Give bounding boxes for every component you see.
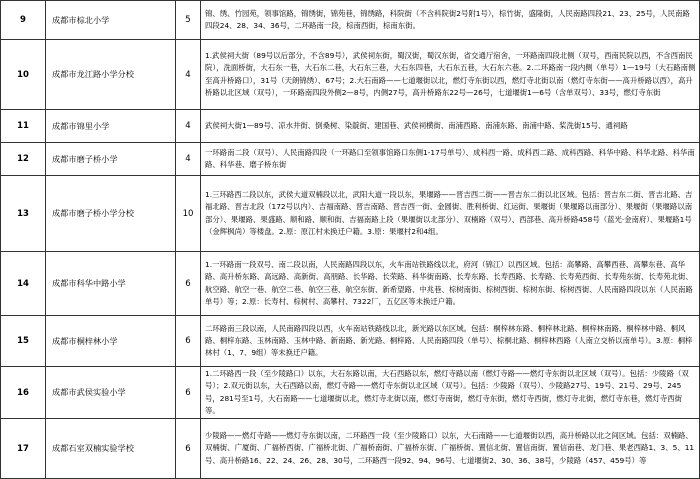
class-count: 10 [176,176,201,252]
class-count: 5 [176,1,201,40]
table-row [1,176,700,252]
table-row [1,419,700,479]
row-number: 16 [1,367,46,419]
class-count: 4 [176,110,201,143]
school-name: 成都市磨子桥小学 [46,143,176,176]
class-count: 4 [176,40,201,110]
school-name: 成都市磨子桥小学分校 [46,176,176,252]
school-name: 成都市科华中路小学 [46,252,176,316]
enrollment-area: 1.武侯祠大街（89号以后部分，不含89号），武侯祠东街，蜀汉街，蜀汉东街，省交通厅宿舍，一环路南四段北侧（双号，西南民院以西，不含西南民院），洗面桥街，大石东一巷，大石东二巷，大石东三巷，大石东四巷，大石东五巷，大石东六巷。2.二环路南一段内侧（单号）1—19号（大石路南侧至高升桥路口），31号（天朗锦绣）、67号；2.大石南路——七道堰街以北，燃灯寺东街以西，燃灯寺北街以南（燃灯寺东街——高升桥路以西），高升桥路以北区域（双号），一环路南四段外侧2—8号，内侧27号，高升桥路东22号—26号，七道堰街1—6号（含单双号）、33号，燃灯寺东街 [201,40,700,110]
class-count: 6 [176,252,201,316]
row-number: 12 [1,143,46,176]
row-number: 13 [1,176,46,252]
class-count: 6 [176,367,201,419]
school-name: 成都市龙江路小学分校 [46,40,176,110]
row-number: 17 [1,419,46,479]
row-number: 15 [1,316,46,367]
school-name: 成都市桐梓林小学 [46,316,176,367]
enrollment-area: 1.三环路西二段以东，武侯大道双楠段以北，武阳大道一段以东，果堰路——晋吉西二街——晋吉东二街以北区域。包括：晋吉东二街、晋吉北路、吉福北路、晋吉北段（172号以内）、吉福南路、晋吉南路、晋吉西一街、金圆街、胜利桥街、红运街、果堰街（果堰路以南部分）、果堰街（果堰路以南部分）、果堰路、果盛路、顺和路、顺和街、吉福南路上段（果堰街以北部分）、双楠路（双号）、西部巷、高升桥路458号（蓝光·金南府）、果堰路1号（金辉枫尚）等楼盘。2.原：原江村未换迁户籍。3.原：果堰村2和4组。 [201,176,700,252]
row-number: 14 [1,252,46,316]
row-number: 10 [1,40,46,110]
school-name: 成都石室双楠实验学校 [46,419,176,479]
table-row [1,40,700,110]
enrollment-area: 少陵路——燃灯寺路——燃灯寺东街以南，二环路西一段（至少陵路口）以东，大石南路——七道堰街以西，高升桥路以北之间区域。包括：双楠路、双楠街、广厦街、广福桥西街、广福桥北街、广福桥南街、广福桥东街、广福桥街、置信北街、置信南街、置信南巷、龙门巷、果老西路1、3、5、11号、高升桥路16、22、24、26、28、30号，二环路西一段92、94、96号、七道堰街2、30、36、38号，少陵路（457、459号）等 [201,419,700,479]
table-row [1,252,700,316]
enrollment-area: 锦、绣、竹园苑，领事馆路，锦绣街，锦苑巷，锦绣路，科院街（不含科院街2号附1号），棕竹街，盛隆街，人民南路四段21、23、25号，人民南路四段24、28、34、36号，二环路南一段，棕南西街，棕南东街。 [201,1,700,40]
table-row [1,367,700,419]
enrollment-area: 武侯祠大街1—89号、凉水井街、倒桑树、染靛街、建国巷、武侯祠横街、南浦西路、南浦东路、南浦中路、桨洗街15号、通祠路 [201,110,700,143]
table-row [1,143,700,176]
table-row [1,1,700,40]
row-number: 11 [1,110,46,143]
class-count: 4 [176,143,201,176]
class-count: 6 [176,316,201,367]
school-name: 成都市锦里小学 [46,110,176,143]
row-number: 9 [1,1,46,40]
school-name: 成都市武侯实验小学 [46,367,176,419]
table-row [1,110,700,143]
table-row [1,316,700,367]
enrollment-area: 一环路南二段（双号）、人民南路四段（一环路口至领事馆路口东侧1-17号单号）、成科西一路、成科西二路、成科西路、科华中路、科华北路、科华南路、科华巷、磨子桥东街 [201,143,700,176]
enrollment-area: 1.一环路南一段双号、南二段以南，人民南路四段以东，火车南站铁路线以北，府河（锦江）以西区域。包括：高攀路、高攀西巷、高攀东巷、高华路、高升桥东路、高远路、高新街、高朋路、长华路、长荣路、科华街南路、长寿东路、长寿西路、长寿路、长寿苑西街、长寿苑东街、长寿苑北街、航空路、航空一巷、航空二巷、航空三巷、航空东街、新希望路、中兆巷、棕树南街、棕树西街、棕树东街、棕树西街、人民南路四段以东（人民南路单号）等；2.原：长寿村、棕树村、高攀村、7322厂，五亿区等未换迁户籍。 [201,252,700,316]
enrollment-area: 1.二环路西一段（至少陵路口）以东，大石东路以南，大石西路以东，燃灯寺路以南（燃灯寺路——燃灯寺东街以北区域（双号）。包括：少陵路（双号）；2.双元街以东，大石西路以南，燃灯寺路——燃灯寺东街以北区域（双号）。包括：少陵路（双号）、少陵路27号、19号、21号、29号、245号，281号至1号，大石南路——七道堰街以北，燃灯寺北街以南，燃灯寺南街，燃灯寺东街，燃灯寺西街，燃灯寺北街，燃灯寺东巷，燃灯寺西街等。 [201,367,700,419]
class-count: 6 [176,419,201,479]
enrollment-area: 二环路南三段以南，人民南路四段以西，火车南站铁路线以北，新光路以东区域。包括：桐梓林东路、桐梓林北路、桐梓林南路、桐梓林中路、桐风路、桐梓东路、玉林南路、玉林中路、新南路、新光路、桐梓路、人民南路四段（单号）、棕桐北路、桐梓林西路（人南立交桥以南单号）。3.原：桐梓林村（1、7、9组）等未换迁户籍。 [201,316,700,367]
school-name: 成都市棕北小学 [46,1,176,40]
